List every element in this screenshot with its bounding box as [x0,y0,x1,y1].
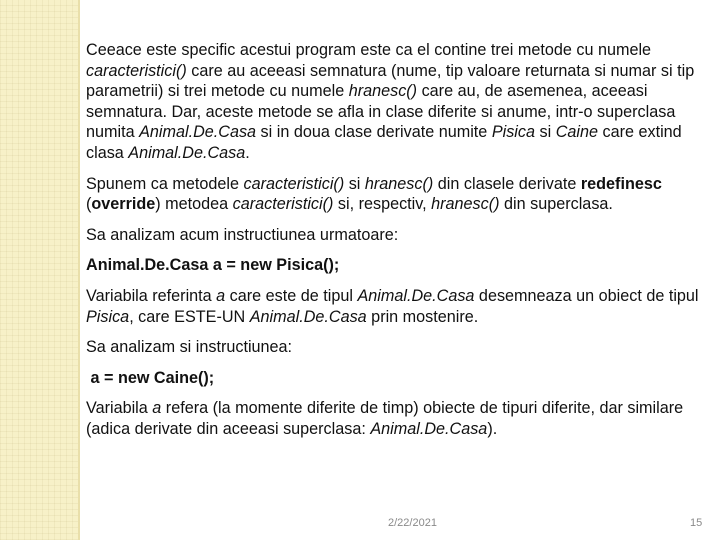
code-statement-2: a = new Caine(); [86,368,215,387]
class-name: Animal.De.Casa [370,419,488,438]
paragraph-conclusion [86,398,708,439]
paragraph-override [86,174,708,215]
method-name: caracteristici() [232,195,334,214]
text-run: Variabila referinta [86,286,217,305]
slide-body [86,40,708,450]
class-name: Pisica [86,307,130,326]
method-name: hranesc() [364,174,434,193]
variable-name: a [152,399,162,418]
variable-name: a [216,286,226,305]
keyword: redefinesc [580,174,662,193]
keyword: override [91,195,156,214]
footer-date: 2/22/2021 [388,517,437,529]
text-run: care au, de asemenea, aceeasi semnatura. Dar, aceste metode se afla in clase diferite si anume, intr-o superclasa numita [86,82,676,142]
code-statement-1: Animal.De.Casa a = new Pisica(); [86,256,340,275]
method-name: caracteristici() [243,174,345,193]
decorative-sidebar [0,0,80,540]
method-name: hranesc() [348,82,418,101]
text-run: care extind clasa [86,123,682,162]
page-number: 15 [690,517,703,529]
class-name: Animal.De.Casa [128,143,246,162]
class-name: Animal.De.Casa [357,286,475,305]
text-run: si [344,174,365,193]
text-run: ). [487,419,498,438]
text-run: si [535,123,556,142]
text-run: Spunem ca metodele [86,174,244,193]
text-run: care au aceeasi semnatura (nume, tip valoare returnata si numar si tip parametrii) si trei metode cu numele [86,61,695,101]
class-name: Animal.De.Casa [249,307,367,326]
class-name: Animal.De.Casa [139,123,257,142]
class-name: Pisica [491,123,535,142]
text-run: ( [86,195,92,214]
text-run: care este de tipul [225,286,358,305]
class-name: Caine [555,123,598,142]
text-run: refera (la momente diferite de timp) obiecte de tipuri diferite, dar similare (adica derivate din aceeasi superclasa: [86,399,684,438]
method-name: hranesc() [431,195,500,214]
paragraph-analyze-1: Sa analizam acum instructiunea urmatoare: [86,225,399,244]
text-run: , care ESTE-UN [129,307,250,326]
text-run: . [245,143,250,162]
text-run: ) metodea [155,195,233,214]
text-run: si, respectiv, [333,195,432,214]
text-run: din clasele derivate [433,174,581,193]
paragraph-reference [86,286,708,327]
text-run: prin mostenire. [366,307,479,326]
paragraph-intro [86,40,708,164]
text-run: desemneaza un obiect de tipul [474,286,699,305]
text-run: Variabila [86,399,153,418]
method-name: caracteristici() [86,61,187,80]
paragraph-analyze-2: Sa analizam si instructiunea: [86,338,293,357]
text-run: Ceeace este specific acestui program este ca el contine trei metode cu numele [86,41,652,59]
text-run: din superclasa. [499,195,613,214]
text-run: si in doua clase derivate numite [256,123,492,142]
